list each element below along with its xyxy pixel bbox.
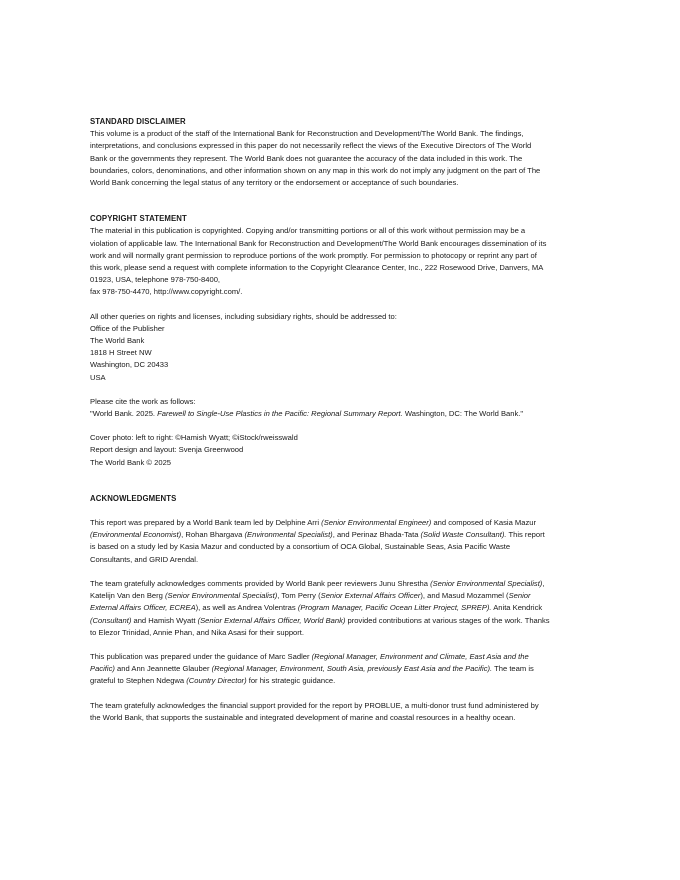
italic-run: (Solid Waste Consultant). [420,530,507,540]
text-run: This publication was prepared under the guidance of Marc Sadler [90,651,312,661]
text-run: This report is based on a study led by Kasia Mazur and conducted by a consortium of OCA Global, Sustainable Seas, Asia Pacific Waste Consultants, and GRID Arendal. [90,530,545,564]
copyright-fax-line: fax 978-750-4470, http://www.copyright.com/. [90,287,243,297]
standard-disclaimer-section [90,116,550,189]
text-run: Anita Kendrick [491,603,543,613]
citation-post: Washington, DC: The World Bank." [402,409,524,419]
copyright-body [90,225,550,298]
italic-run: (Regional Manager, Environment, South Asia, previously East Asia and the Pacific). [211,664,493,674]
italic-run: (Environmental Specialist) [244,530,333,540]
italic-run: (Consultant) [90,615,132,625]
disclaimer-heading: STANDARD DISCLAIMER [90,117,186,126]
italic-run: Senior External Affairs Officer, ECREA [90,591,531,613]
address-line: The World Bank [90,336,145,346]
address-line: Washington, DC 20433 [90,360,169,370]
text-run: , Rohan Bhargava [181,530,245,540]
address-line: USA [90,372,106,382]
text-run: provided contributions at various stages of the work. Thanks to Elezor Trinidad, Annie Phan, and Nika Asasi for their support. [90,615,550,637]
italic-run: (Senior Environmental Specialist) [165,591,278,601]
disclaimer-body: This volume is a product of the staff of the International Bank for Reconstruction and Development/The World Bank. The findings, interpretations, and conclusions expressed in this paper do not necessarily reflect the views of the Executive Directors of The World Bank or the governments they represent. The World Bank does not guarantee the accuracy of the data included in this work. The boundaries, colors, denominations, and other information shown on any map in this work do not imply any judgment on the part of The World Bank concerning the legal status of any territory or the endorsement or acceptance of such boundaries. [90,129,541,188]
copyright-line: The World Bank © 2025 [90,457,172,467]
queries-intro: All other queries on rights and licenses, including subsidiary rights, should be addressed to: [90,311,397,321]
ack-paragraph-4 [90,700,550,724]
address-line: 1818 H Street NW [90,348,152,358]
copyright-section [90,213,550,469]
text-run: The team gratefully acknowledges the financial support provided for the report by PROBLUE, a multi-donor trust fund administered by the World Bank, that supports the sustainable and integrated development of marine and coastal resources in a healthy ocean. [90,700,539,722]
cover-photo-credit: Cover photo: left to right: ©Hamish Wyatt; ©iStock/rweisswald [90,433,298,443]
text-run: , Katelijn Van den Berg [90,578,545,601]
design-credit: Report design and layout: Svenja Greenwood [90,445,244,455]
italic-run: (Senior Environmental Engineer) [321,518,432,528]
publisher-address [90,323,550,384]
italic-run: (Program Manager, Pacific Ocean Litter Project, SPREP). [297,603,492,613]
citation [90,408,550,420]
acknowledgments-section [90,493,550,724]
text-run: ), as well as Andrea Volentras [195,603,298,613]
text-run: This report was prepared by a World Bank team led by Delphine Arri [90,518,322,528]
italic-run: (Senior Environmental Specialist) [430,578,543,588]
ack-paragraph-1 [90,517,550,566]
text-run: and composed of Kasia Mazur [431,518,537,528]
text-run: and Ann Jeannette Glauber [114,664,212,674]
italic-run: (Environmental Economist) [90,530,182,540]
cite-intro: Please cite the work as follows: [90,396,196,406]
text-run: The team gratefully acknowledges comments provided by World Bank peer reviewers Junu Shrestha [90,578,431,588]
italic-run: (Regional Manager, Environment and Climate, East Asia and the Pacific) [90,651,529,674]
italic-run: (Country Director) [186,676,247,686]
citation-title: Farewell to Single-Use Plastics in the Pacific: Regional Summary Report. [157,409,403,419]
text-run: ), and Masud Mozammel ( [420,591,509,601]
citation-pre: "World Bank. 2025. [90,409,158,419]
acknowledgments-heading: ACKNOWLEDGMENTS [90,493,177,503]
address-line: Office of the Publisher [90,323,165,333]
text-run: , Tom Perry ( [277,591,321,601]
italic-run: (Senior External Affairs Officer, World Bank) [197,615,346,625]
italic-run: Senior External Affairs Officer [320,591,421,601]
text-run: The team is grateful to Stephen Ndegwa [90,664,534,686]
text-run: for his strategic guidance. [246,676,336,686]
copyright-body-text: The material in this publication is copyrighted. Copying and/or transmitting portions or all of this work without permission may be a violation of applicable law. The International Bank for Reconstruction and Development/The World Bank encourages dissemination of its work and will normally grant permission to reproduce portions of the work promptly. For permission to photocopy or reprint any part of this work, please send a request with complete information to the Copyright Clearance Center, Inc., 222 Rosewood Drive, Danvers, MA 01923, USA, telephone 978-750-8400, [90,226,547,285]
text-run: , and Perinaz Bhada-Tata [332,530,421,540]
ack-paragraph-3 [90,651,550,688]
copyright-heading: COPYRIGHT STATEMENT [90,214,187,224]
document-content [90,116,550,724]
text-run: and Hamish Wyatt [131,615,198,625]
ack-paragraph-2 [90,578,550,639]
